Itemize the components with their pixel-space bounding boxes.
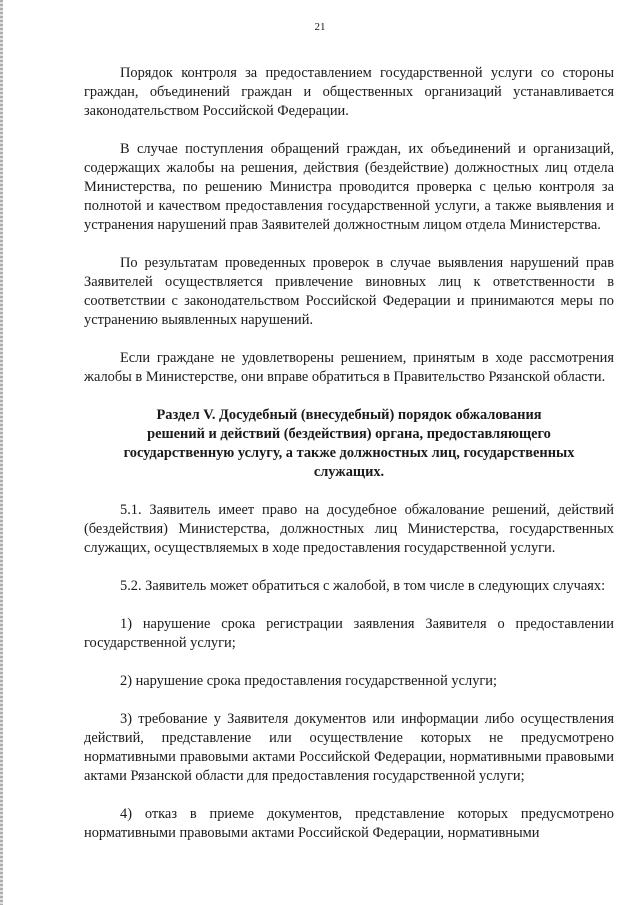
section-heading bbox=[84, 406, 614, 482]
section-heading-line: государственную услугу, а также должностных лиц, государственных bbox=[123, 445, 575, 461]
list-item-2: 2) нарушение срока предоставления государственной услуги; bbox=[120, 673, 497, 689]
paragraph-control-order: Порядок контроля за предоставлением государственной услуги со стороны граждан, объединений граждан и общественных организаций устанавливается законодательством Российской Федерации. bbox=[84, 65, 614, 119]
document-body bbox=[84, 64, 614, 862]
paragraph-complaints-inspection: В случае поступления обращений граждан, их объединений и организаций, содержащих жалобы на решения, действия (бездействие) должностных лиц отдела Министерства, по решению Министра проводится проверка с целью контроля за полнотой и качеством предоставления государственной услуги, а также выявления и устранения нарушений прав Заявителей должностным лицом отдела Министерства. bbox=[84, 141, 614, 233]
list-item-4: 4) отказ в приеме документов, представление которых предусмотрено нормативными правовыми актами Российской Федерации, нормативными bbox=[84, 806, 614, 841]
list-item-3: 3) требование у Заявителя документов или информации либо осуществления действий, представление или осуществление которых не предусмотрено нормативными правовыми актами Российской Федерации, нормативными правовыми актами Рязанской области для предоставления государственной услуги; bbox=[84, 711, 614, 784]
list-item-1: 1) нарушение срока регистрации заявления Заявителя о предоставлении государственной услуги; bbox=[84, 616, 614, 651]
section-heading-line: решений и действий (бездействия) органа, предоставляющего bbox=[147, 426, 551, 442]
paragraph-inspection-results: По результатам проведенных проверок в случае выявления нарушений прав Заявителей осуществляется привлечение виновных лиц к ответственности в соответствии с законодательством Российской Федерации и принимаются меры по устранению выявленных нарушений. bbox=[84, 255, 614, 328]
section-heading-line: Раздел V. Досудебный (внесудебный) порядок обжалования bbox=[156, 407, 542, 423]
paragraph-clause-5-1: 5.1. Заявитель имеет право на досудебное обжалование решений, действий (бездействия) Министерства, должностных лиц Министерства, государственных служащих, осуществляемых в ходе предоставления государственной услуги. bbox=[84, 502, 614, 556]
page-number: 21 bbox=[314, 21, 326, 33]
paragraph-government-appeal: Если граждане не удовлетворены решением, принятым в ходе рассмотрения жалобы в Министерстве, они вправе обратиться в Правительство Рязанской области. bbox=[84, 350, 614, 385]
scan-edge-artifact bbox=[0, 0, 3, 905]
section-heading-line: служащих. bbox=[313, 464, 385, 480]
paragraph-clause-5-2: 5.2. Заявитель может обратиться с жалобой, в том числе в следующих случаях: bbox=[120, 578, 606, 594]
